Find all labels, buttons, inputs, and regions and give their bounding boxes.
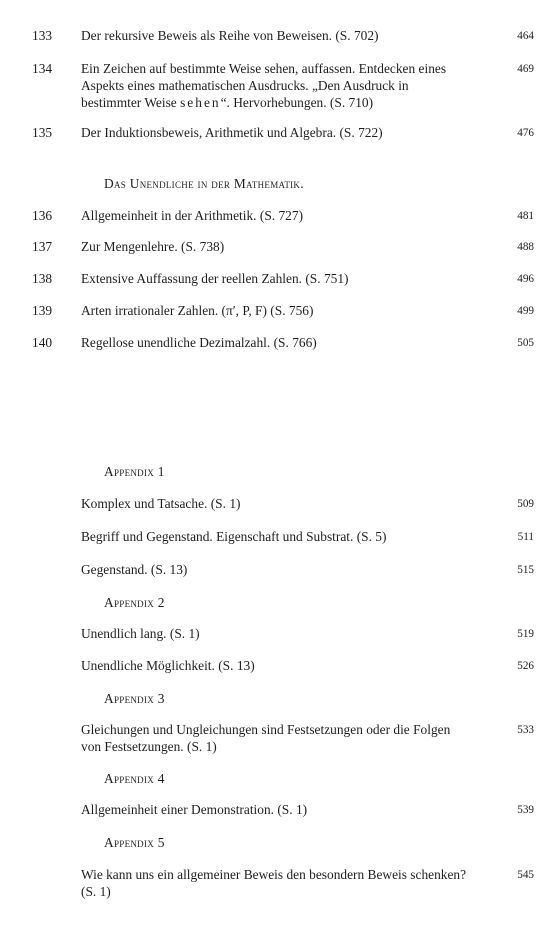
entry-title: Begriff und Gegenstand. Eigenschaft und Substrat. (S. 5) bbox=[81, 529, 387, 544]
page-number: 539 bbox=[517, 804, 534, 816]
entry-number: 139 bbox=[32, 303, 53, 318]
entry-number: 137 bbox=[32, 239, 53, 254]
entry-title: Regellose unendliche Dezimalzahl. (S. 766) bbox=[81, 335, 317, 350]
entry-title-part: “. Hervorhebungen. (S. 710) bbox=[220, 95, 374, 110]
entry-title: Der rekursive Beweis als Reihe von Beweisen. (S. 702) bbox=[81, 28, 379, 43]
page-number: 515 bbox=[517, 564, 534, 576]
emphasized-word: sehen bbox=[180, 95, 221, 110]
entry-title: Extensive Auffassung der reellen Zahlen. (S. 751) bbox=[81, 271, 349, 286]
entry-title: Zur Mengenlehre. (S. 738) bbox=[81, 239, 225, 254]
entry-title: Der Induktionsbeweis, Arithmetik und Algebra. (S. 722) bbox=[81, 125, 383, 140]
entry-title: Allgemeinheit in der Arithmetik. (S. 727) bbox=[81, 208, 304, 223]
appendix-heading-2: Appendix 2 bbox=[104, 595, 165, 610]
page-number: 509 bbox=[517, 498, 534, 510]
entry-title bbox=[81, 60, 451, 111]
page-number: 499 bbox=[517, 305, 534, 317]
appendix-heading-4: Appendix 4 bbox=[104, 771, 165, 786]
entry-number: 134 bbox=[32, 61, 53, 76]
appendix-heading-3: Appendix 3 bbox=[104, 691, 165, 706]
entry-title-part: Ein Zeichen auf bestimmte Weise sehen, auffassen. Entdecken eines Aspekts eines mathematischen Ausdrucks. „Den Ausdruck in bestimmter Weise bbox=[81, 61, 447, 110]
entry-title: Komplex und Tatsache. (S. 1) bbox=[81, 496, 241, 511]
page-number: 545 bbox=[517, 869, 534, 881]
entry-title: Gleichungen und Ungleichungen sind Festsetzungen oder die Folgen von Festsetzungen. (S. 1) bbox=[81, 722, 451, 754]
entry-title: Arten irrationaler Zahlen. (π′, P, F) (S. 756) bbox=[81, 303, 314, 318]
page-number: 519 bbox=[517, 628, 534, 640]
page-number: 505 bbox=[517, 337, 534, 349]
page-number: 464 bbox=[517, 30, 534, 42]
page-number: 533 bbox=[517, 724, 534, 736]
entry-number: 138 bbox=[32, 271, 53, 286]
entry-number: 140 bbox=[32, 335, 53, 350]
entry-title: Wie kann uns ein allgemeiner Beweis den besondern Beweis schenken? (S. 1) bbox=[81, 867, 467, 899]
page-number: 469 bbox=[517, 63, 534, 75]
page-number: 481 bbox=[517, 210, 534, 222]
entry-title: Gegenstand. (S. 13) bbox=[81, 562, 188, 577]
section-heading: Das Unendliche in der Mathematik. bbox=[104, 176, 304, 191]
page-number: 496 bbox=[517, 273, 534, 285]
entry-title: Allgemeinheit einer Demonstration. (S. 1) bbox=[81, 802, 308, 817]
page-number: 511 bbox=[517, 531, 534, 543]
page-number: 526 bbox=[517, 660, 534, 672]
entry-number: 136 bbox=[32, 208, 53, 223]
page-number: 488 bbox=[517, 241, 534, 253]
appendix-heading-1: Appendix 1 bbox=[104, 464, 165, 479]
entry-number: 133 bbox=[32, 28, 53, 43]
page-number: 476 bbox=[517, 127, 534, 139]
entry-number: 135 bbox=[32, 125, 53, 140]
entry-title: Unendliche Möglichkeit. (S. 13) bbox=[81, 658, 255, 673]
appendix-heading-5: Appendix 5 bbox=[104, 835, 165, 850]
entry-title: Unendlich lang. (S. 1) bbox=[81, 626, 200, 641]
